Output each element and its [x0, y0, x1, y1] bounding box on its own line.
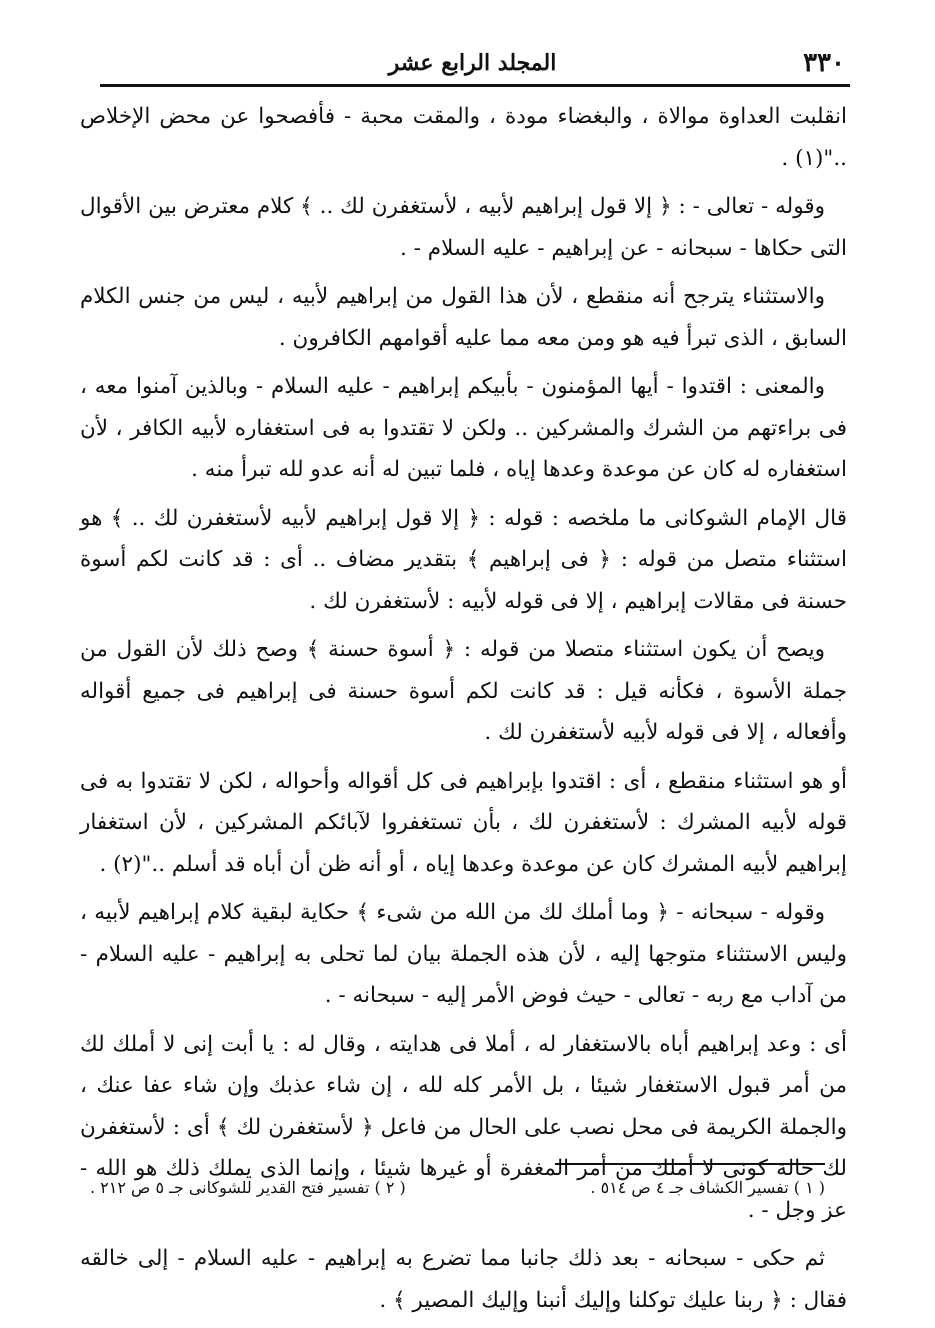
paragraph: والمعنى : اقتدوا - أيها المؤمنون - بأبيكم إبراهيم - عليه السلام - وبالذين آمنوا معه ، فى براءتهم من الشرك والمشركين .. ولكن لا تقتدوا به فى استغفاره لأبيه الكافر ، لأن استغفاره له كان عن موعدة وعدها إياه ، فلما تبين له أنه عدو لله تبرأ منه .	[80, 374, 847, 482]
main-text	[80, 96, 847, 1328]
footnotes	[90, 1178, 825, 1197]
running-title: المجلد الرابع عشر	[388, 50, 557, 76]
paragraph: والاستثناء يترجح أنه منقطع ، لأن هذا القول من إبراهيم لأبيه ، ليس من جنس الكلام السابق ، الذى تبرأ فيه هو ومن معه مما عليه أقوامهم الكافرون .	[80, 284, 847, 351]
paragraph: قال الإمام الشوكانى ما ملخصه : قوله : ﴿ إلا قول إبراهيم لأبيه لأستغفرن لك .. ﴾ هو استثناء متصل من قوله : ﴿ فى إبراهيم ﴾ بتقدير مضاف .. أى : قد كانت لكم أسوة حسنة فى مقالات إبراهيم ، إلا فى قوله لأبيه : لأستغفرن لك .	[80, 505, 847, 614]
paragraph: ثم حكى - سبحانه - بعد ذلك جانبا مما تضرع به إبراهيم - عليه السلام - إلى خالقه فقال : ﴿ ربنا عليك توكلنا وإليك أنبنا وإليك المصير ﴾ .	[80, 1246, 847, 1313]
footnote-2: ( ٢ ) تفسير فتح القدير للشوكانى جـ ٥ ص ٢١٢ .	[90, 1178, 406, 1197]
paragraph: انقلبت العداوة موالاة ، والبغضاء مودة ، والمقت محبة - فأفصحوا عن محض الإخلاص .."(١) .	[80, 104, 847, 171]
paragraph: أى : وعد إبراهيم أباه بالاستغفار له ، أملا فى هدايته ، وقال له : يا أبت إنى لا أملك لك من أمر قبول الاستغفار شيئا ، بل الأمر كله لله ، إن شاء عذبك وإن شاء عفا عنك ، والجملة الكريمة فى محل نصب على الحال من فاعل ﴿ لأستغفرن لك ﴾ أى : لأستغفرن لك حالة كونى لا أملك من أمر المغفرة أو غيرها شيئا ، وإنما الذى يملك ذلك هو الله - عز وجل - .	[80, 1031, 847, 1223]
page-number: ٣٣٠	[803, 48, 845, 78]
paragraph: أو هو استثناء منقطع ، أى : اقتدوا بإبراهيم فى كل أقواله وأحواله ، لكن لا تقتدوا به فى قوله لأبيه المشرك : لأستغفرن لك ، بأن تستغفروا لآبائكم المشركين ، لأن استغفار إبراهيم لأبيه المشرك كان عن موعدة وعدها إياه ، أو أنه ظن أن أباه قد أسلم .."(٢) .	[80, 768, 847, 877]
paragraph: وقوله - تعالى - : ﴿ إلا قول إبراهيم لأبيه ، لأستغفرن لك .. ﴾ كلام معترض بين الأقوال التى حكاها - سبحانه - عن إبراهيم - عليه السلام - .	[80, 194, 847, 261]
footnote-rule	[555, 1163, 825, 1165]
footnote-1: ( ١ ) تفسير الكشاف جـ ٤ ص ٥١٤ .	[590, 1178, 825, 1197]
page-header	[100, 40, 845, 82]
paragraph: وقوله - سبحانه - ﴿ وما أملك لك من الله من شىء ﴾ حكاية لبقية كلام إبراهيم لأبيه ، وليس الاستثناء متوجها إليه ، لأن هذه الجملة بيان لما تحلى به إبراهيم - عليه السلام - من آداب مع ربه - تعالى - حيث فوض الأمر إليه - سبحانه - .	[80, 900, 847, 1008]
header-rule	[100, 84, 850, 87]
paragraph: ويصح أن يكون استثناء متصلا من قوله : ﴿ أسوة حسنة ﴾ وصح ذلك لأن القول من جملة الأسوة ، فكأنه قيل : قد كانت لكم أسوة حسنة فى إبراهيم فى جميع أقواله وأفعاله ، إلا فى قوله لأبيه لأستغفرن لك .	[80, 637, 847, 745]
